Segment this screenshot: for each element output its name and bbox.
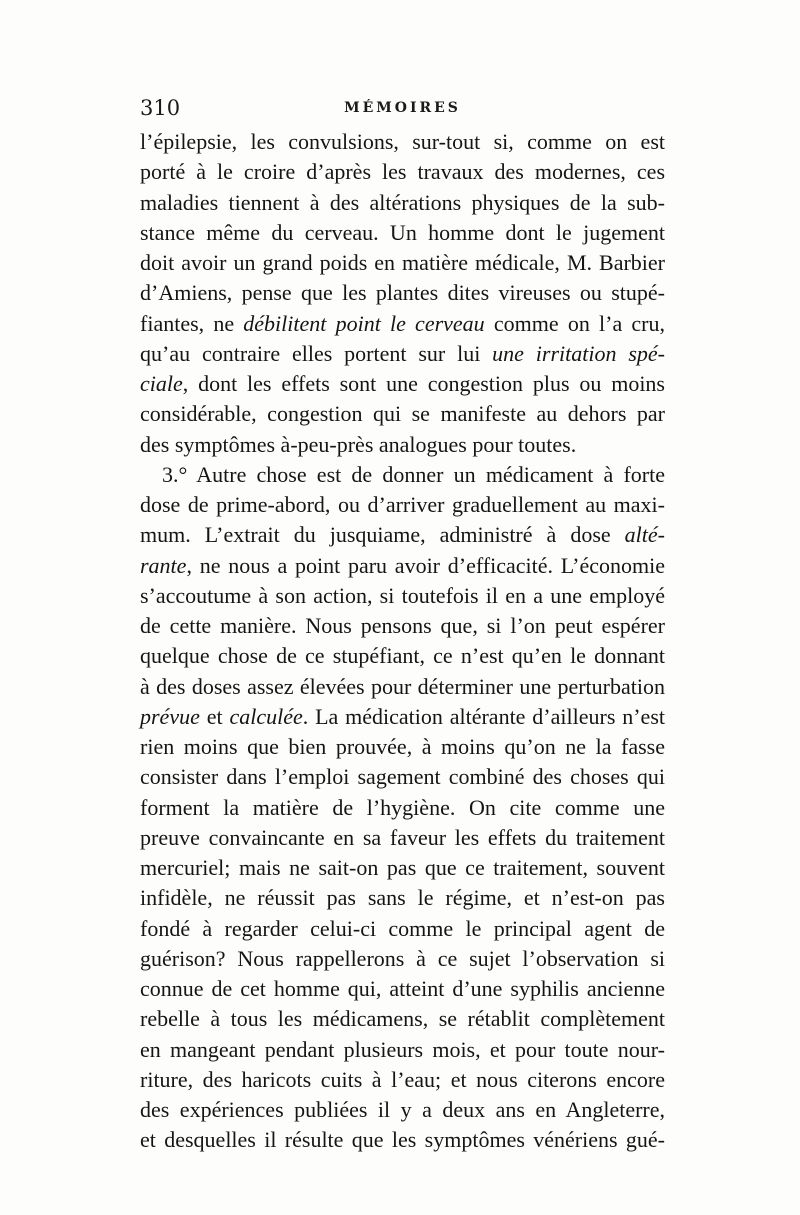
- italic-text: calculée: [229, 703, 303, 729]
- running-title: MÉMOIRES: [344, 100, 461, 116]
- text-line: [140, 823, 665, 853]
- text-line: [140, 641, 665, 671]
- text-run: fiantes, ne: [140, 310, 244, 336]
- text-line: [140, 883, 665, 913]
- text-line: [140, 551, 665, 581]
- text-run: et desquelles il résulte que les symptômes vénériens gué-: [140, 1127, 665, 1153]
- text-run: comme on l’a cru,: [484, 310, 665, 336]
- text-run: porté à le croire d’après les travaux des modernes, ces: [140, 159, 665, 185]
- text-run: , ne nous a point paru avoir d’efficacité. L’économie: [186, 552, 665, 578]
- italic-text: rante: [140, 552, 187, 578]
- text-line: [140, 127, 665, 157]
- text-run: d’Amiens, pense que les plantes dites vireuses ou stupé-: [140, 280, 665, 306]
- text-run: considérable, congestion qui se manifeste au dehors par: [140, 401, 665, 427]
- page-number: 310: [140, 96, 181, 120]
- text-run: rebelle à tous les médicamens, se rétablit complètement: [140, 1006, 665, 1032]
- text-run: consister dans l’emploi sagement combiné des choses qui: [140, 764, 665, 790]
- text-line: [140, 278, 665, 308]
- text-line: [140, 1065, 665, 1095]
- text-run: à des doses assez élevées pour déterminer une perturbation: [140, 673, 665, 699]
- text-line: [140, 762, 665, 792]
- text-run: maladies tiennent à des altérations physiques de la sub-: [140, 189, 665, 215]
- text-line: [140, 309, 665, 339]
- text-line: [140, 369, 665, 399]
- text-line: [140, 1095, 665, 1125]
- text-line: [140, 611, 665, 641]
- text-run: qu’au contraire elles portent sur lui: [140, 340, 493, 366]
- text-run: forment la matière de l’hygiène. On cite comme une: [140, 794, 665, 820]
- text-run: des expériences publiées il y a deux ans en Angleterre,: [140, 1097, 665, 1122]
- text-run: l’épilepsie, les convulsions, sur-tout si, comme on est: [140, 129, 665, 154]
- text-run: 3.° Autre chose est de donner un médicament à forte: [162, 461, 665, 487]
- text-run: des symptômes à-peu-près analogues pour toutes.: [140, 431, 577, 457]
- text-run: fondé à regarder celui-ci comme le principal agent de: [140, 915, 665, 941]
- text-line: [140, 1125, 665, 1155]
- text-run: stance même du cerveau. Un homme dont le jugement: [140, 219, 665, 245]
- text-run: infidèle, ne réussit pas sans le régime, et n’est-on pas: [140, 885, 665, 911]
- italic-text: prévue: [140, 703, 200, 729]
- text-line: [140, 702, 665, 732]
- text-line: [140, 399, 665, 429]
- text-line: [140, 1035, 665, 1065]
- text-run: s’accoutume à son action, si toutefois il en a une employé: [140, 582, 665, 608]
- body-text: [140, 127, 665, 1156]
- text-line: [140, 853, 665, 883]
- text-line: [140, 157, 665, 187]
- text-line: [140, 430, 665, 460]
- text-run: riture, des haricots cuits à l’eau; et nous citerons encore: [140, 1066, 665, 1092]
- text-line: [140, 581, 665, 611]
- text-run: dose de prime-abord, ou d’arriver graduellement au maxi-: [140, 492, 665, 517]
- text-run: quelque chose de ce stupéfiant, ce n’est qu’en le donnant: [140, 643, 665, 669]
- text-run: en mangeant pendant plusieurs mois, et pour toute nour-: [140, 1036, 665, 1062]
- italic-text: alté-: [624, 522, 665, 548]
- text-line: [140, 248, 665, 278]
- text-run: doit avoir un grand poids en matière médicale, M. Barbier: [140, 250, 665, 275]
- text-line: [140, 339, 665, 369]
- text-line: [140, 460, 665, 490]
- text-line: [140, 520, 665, 550]
- text-line: [140, 672, 665, 702]
- italic-text: ciale: [140, 371, 183, 396]
- text-line: [140, 732, 665, 762]
- text-line: [140, 188, 665, 218]
- text-run: mercuriel; mais ne sait-on pas que ce traitement, souvent: [140, 855, 665, 880]
- text-line: [140, 914, 665, 944]
- text-line: [140, 944, 665, 974]
- page-header: [140, 96, 665, 126]
- italic-text: une irritation spé-: [492, 340, 665, 366]
- text-run: . La médication altérante d’ailleurs n’est: [302, 703, 665, 729]
- text-run: de cette manière. Nous pensons que, si l’on peut espérer: [140, 613, 665, 638]
- text-run: preuve convaincante en sa faveur les effets du traitement: [140, 824, 665, 850]
- text-line: [140, 974, 665, 1004]
- text-run: , dont les effets sont une congestion plus ou moins: [182, 371, 665, 396]
- text-line: [140, 490, 665, 520]
- italic-text: débilitent point le cerveau: [243, 310, 485, 336]
- text-run: et: [199, 703, 230, 729]
- text-run: mum. L’extrait du jusquiame, administré à dose: [140, 522, 625, 548]
- text-line: [140, 218, 665, 248]
- text-run: guérison? Nous rappellerons à ce sujet l’observation si: [140, 945, 665, 971]
- text-run: rien moins que bien prouvée, à moins qu’on ne la fasse: [140, 734, 665, 759]
- text-line: [140, 1004, 665, 1034]
- text-run: connue de cet homme qui, atteint d’une syphilis ancienne: [140, 976, 665, 1001]
- text-line: [140, 793, 665, 823]
